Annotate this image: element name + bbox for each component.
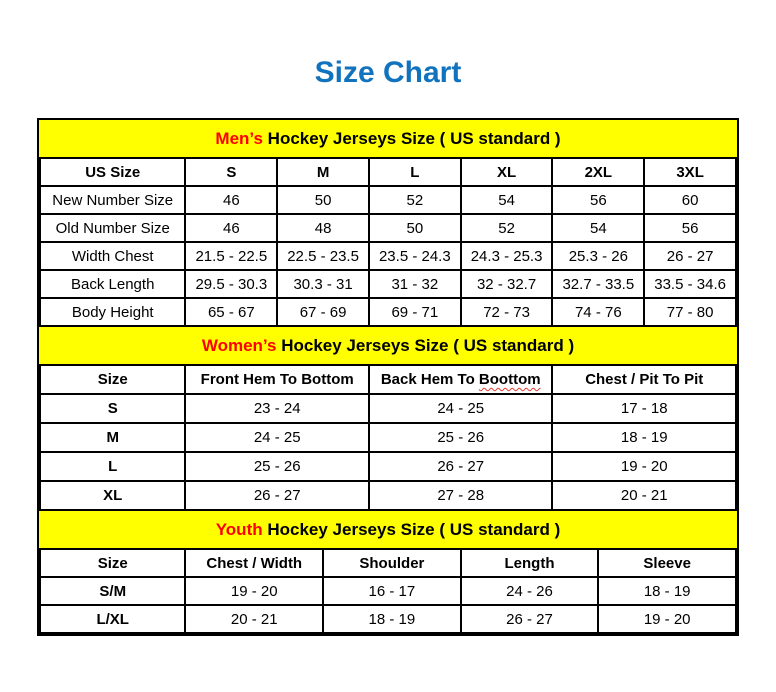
womens-section-highlight: Women’s — [201, 336, 277, 355]
mens-size-table — [39, 157, 737, 327]
row-label: L/XL — [40, 605, 185, 633]
page-title: Size Chart — [314, 56, 462, 89]
size-value: 19 - 20 — [185, 577, 323, 605]
size-value: 19 - 20 — [598, 605, 736, 633]
row-label: Old Number Size — [40, 214, 185, 242]
size-value: 23.5 - 24.3 — [369, 242, 461, 270]
size-value: 30.3 - 31 — [277, 270, 369, 298]
youth-section-header — [39, 511, 737, 548]
size-value: 52 — [461, 214, 553, 242]
column-header: Shoulder — [323, 549, 461, 577]
table-row — [40, 298, 736, 326]
size-value: 16 - 17 — [323, 577, 461, 605]
table-row — [40, 423, 736, 452]
size-value: 69 - 71 — [369, 298, 461, 326]
row-label: New Number Size — [40, 186, 185, 214]
size-value: 25.3 - 26 — [552, 242, 644, 270]
row-label: Width Chest — [40, 242, 185, 270]
column-header: 3XL — [644, 158, 736, 186]
size-value: 19 - 20 — [552, 452, 736, 481]
row-label: XL — [40, 481, 185, 510]
size-value: 50 — [277, 186, 369, 214]
size-value: 46 — [185, 186, 277, 214]
size-value: 33.5 - 34.6 — [644, 270, 736, 298]
size-value: 27 - 28 — [369, 481, 553, 510]
youth-section-title: Hockey Jerseys Size ( US standard ) — [262, 520, 561, 539]
womens-size-table — [39, 364, 737, 511]
table-row — [40, 452, 736, 481]
womens-section-title: Hockey Jerseys Size ( US standard ) — [276, 336, 575, 355]
size-value: 54 — [461, 186, 553, 214]
size-value: 32 - 32.7 — [461, 270, 553, 298]
size-value: 48 — [277, 214, 369, 242]
column-header: Size — [40, 365, 185, 394]
table-row — [40, 270, 736, 298]
mens-section-title: Hockey Jerseys Size ( US standard ) — [262, 129, 561, 148]
size-value: 24 - 25 — [185, 423, 369, 452]
size-value: 56 — [552, 186, 644, 214]
size-value: 24.3 - 25.3 — [461, 242, 553, 270]
size-value: 25 - 26 — [369, 423, 553, 452]
row-label: Body Height — [40, 298, 185, 326]
row-label: S — [40, 394, 185, 423]
size-value: 56 — [644, 214, 736, 242]
row-label: L — [40, 452, 185, 481]
table-row — [40, 242, 736, 270]
size-value: 24 - 26 — [461, 577, 599, 605]
table-row — [40, 481, 736, 510]
size-value: 17 - 18 — [552, 394, 736, 423]
header-row — [40, 365, 736, 394]
size-value: 24 - 25 — [369, 394, 553, 423]
size-value: 46 — [185, 214, 277, 242]
column-header: Chest / Pit To Pit — [552, 365, 736, 394]
row-label: S/M — [40, 577, 185, 605]
size-value: 26 - 27 — [185, 481, 369, 510]
size-value: 67 - 69 — [277, 298, 369, 326]
youth-section-highlight: Youth — [215, 520, 263, 539]
column-header: US Size — [40, 158, 185, 186]
row-label: M — [40, 423, 185, 452]
column-header-text: Back Hem To — [380, 371, 479, 388]
header-row — [40, 549, 736, 577]
size-value: 18 - 19 — [598, 577, 736, 605]
womens-section-header — [39, 327, 737, 364]
table-row — [40, 394, 736, 423]
column-header: L — [369, 158, 461, 186]
size-value: 77 - 80 — [644, 298, 736, 326]
size-value: 26 - 27 — [461, 605, 599, 633]
column-header: 2XL — [552, 158, 644, 186]
size-value: 54 — [552, 214, 644, 242]
table-row — [40, 214, 736, 242]
misspelled-word: Boottom — [478, 371, 541, 388]
size-value: 65 - 67 — [185, 298, 277, 326]
table-row — [40, 577, 736, 605]
size-chart-container — [37, 118, 739, 636]
size-value: 26 - 27 — [644, 242, 736, 270]
table-row — [40, 186, 736, 214]
column-header: Chest / Width — [185, 549, 323, 577]
header-row — [40, 158, 736, 186]
column-header: S — [185, 158, 277, 186]
size-value: 32.7 - 33.5 — [552, 270, 644, 298]
youth-size-table — [39, 548, 737, 634]
column-header: XL — [461, 158, 553, 186]
size-value: 25 - 26 — [185, 452, 369, 481]
column-header — [369, 365, 553, 394]
size-value: 21.5 - 22.5 — [185, 242, 277, 270]
mens-section-header — [39, 120, 737, 157]
size-value: 52 — [369, 186, 461, 214]
size-value: 31 - 32 — [369, 270, 461, 298]
column-header: Size — [40, 549, 185, 577]
column-header: M — [277, 158, 369, 186]
size-value: 72 - 73 — [461, 298, 553, 326]
size-value: 22.5 - 23.5 — [277, 242, 369, 270]
size-value: 50 — [369, 214, 461, 242]
size-value: 60 — [644, 186, 736, 214]
size-value: 26 - 27 — [369, 452, 553, 481]
column-header: Front Hem To Bottom — [185, 365, 369, 394]
table-row — [40, 605, 736, 633]
column-header: Length — [461, 549, 599, 577]
size-value: 18 - 19 — [552, 423, 736, 452]
size-value: 29.5 - 30.3 — [185, 270, 277, 298]
size-value: 23 - 24 — [185, 394, 369, 423]
column-header: Sleeve — [598, 549, 736, 577]
mens-section-highlight: Men’s — [215, 129, 263, 148]
row-label: Back Length — [40, 270, 185, 298]
size-value: 20 - 21 — [185, 605, 323, 633]
size-value: 18 - 19 — [323, 605, 461, 633]
size-value: 74 - 76 — [552, 298, 644, 326]
size-value: 20 - 21 — [552, 481, 736, 510]
